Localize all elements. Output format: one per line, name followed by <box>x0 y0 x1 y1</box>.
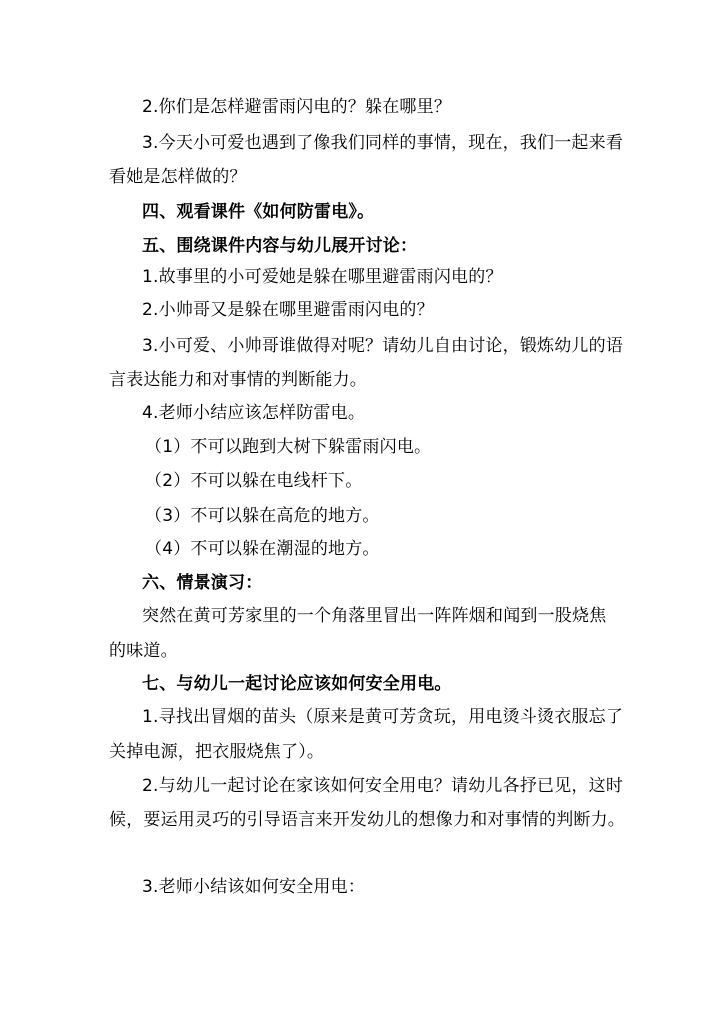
list-item: （4）不可以躲在潮湿的地方。 <box>145 539 380 559</box>
paragraph-line: 关掉电源，把衣服烧焦了）。 <box>109 742 325 762</box>
paragraph-line: 2.你们是怎样避雷雨闪电的？躲在哪里？ <box>142 97 452 117</box>
paragraph-line: 3.老师小结该如何安全用电： <box>142 877 366 897</box>
section-heading: 七、与幼儿一起讨论应该如何安全用电。 <box>142 674 452 694</box>
paragraph-line: 看她是怎样做的？ <box>109 167 247 187</box>
paragraph-line: 3.小可爱、小帅哥谁做得对呢？请幼儿自由讨论，锻炼幼儿的语 <box>142 336 624 356</box>
paragraph-line: 3.今天小可爱也遇到了像我们同样的事情，现在，我们一起来看 <box>142 133 624 153</box>
paragraph-line: 候，要运用灵巧的引导语言来开发幼儿的想像力和对事情的判断力。 <box>109 810 625 830</box>
list-item: （2）不可以躲在电线杆下。 <box>145 471 363 491</box>
paragraph-line: 4.老师小结应该怎样防雷电。 <box>142 403 366 423</box>
section-heading: 四、观看课件《如何防雷电》。 <box>142 202 375 222</box>
paragraph-line: 2.与幼儿一起讨论在家该如何安全用电？请幼儿各抒已见，这时 <box>142 776 624 796</box>
paragraph-line: 的味道。 <box>109 641 178 661</box>
paragraph-line: 2.小帅哥又是躲在哪里避雷雨闪电的？ <box>142 300 434 320</box>
paragraph-line: 1.寻找出冒烟的苗头（原来是黄可芳贪玩，用电烫斗烫衣服忘了 <box>142 707 624 727</box>
paragraph-line: 突然在黄可芳家里的一个角落里冒出一阵阵烟和闻到一股烧焦 <box>142 606 607 626</box>
list-item: （1）不可以跑到大树下躲雷雨闪电。 <box>145 437 432 457</box>
list-item: （3）不可以躲在高危的地方。 <box>145 506 380 526</box>
section-heading: 五、围绕课件内容与幼儿展开讨论： <box>142 236 418 256</box>
paragraph-line: 1.故事里的小可爱她是躲在哪里避雷雨闪电的？ <box>142 267 503 287</box>
section-heading: 六、情景演习： <box>142 573 263 593</box>
paragraph-line: 言表达能力和对事情的判断能力。 <box>109 370 367 390</box>
